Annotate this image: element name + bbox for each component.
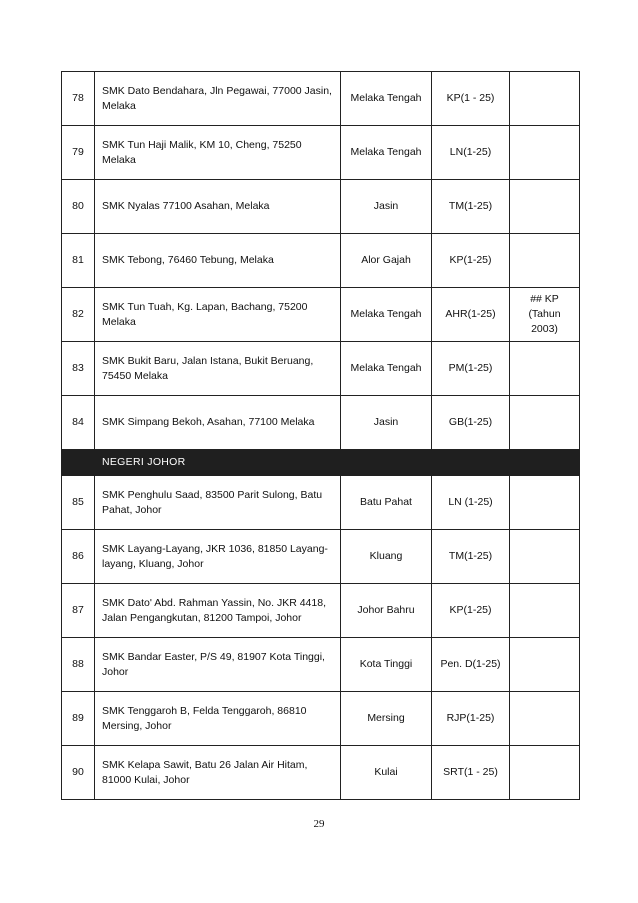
district: Kulai <box>341 746 432 800</box>
remarks <box>510 638 580 692</box>
school-address: SMK Layang-Layang, JKR 1036, 81850 Layang-layang, Kluang, Johor <box>95 530 341 584</box>
table-row <box>62 692 580 746</box>
school-address: SMK Bandar Easter, P/S 49, 81907 Kota Tinggi, Johor <box>95 638 341 692</box>
table-row <box>62 234 580 288</box>
remark-line: 2003) <box>531 323 558 335</box>
school-address: SMK Tun Tuah, Kg. Lapan, Bachang, 75200 Melaka <box>95 288 341 342</box>
remark-line: (Tahun <box>528 308 561 320</box>
table-row <box>62 342 580 396</box>
table-row <box>62 476 580 530</box>
table-row <box>62 396 580 450</box>
remarks <box>510 584 580 638</box>
course-code: LN (1-25) <box>432 476 510 530</box>
table-row <box>62 180 580 234</box>
district: Kota Tinggi <box>341 638 432 692</box>
school-list-table <box>61 71 580 800</box>
remarks <box>510 342 580 396</box>
row-number: 81 <box>62 234 95 288</box>
district: Melaka Tengah <box>341 72 432 126</box>
course-code: KP(1-25) <box>432 584 510 638</box>
district: Mersing <box>341 692 432 746</box>
course-code: SRT(1 - 25) <box>432 746 510 800</box>
school-address: SMK Dato Bendahara, Jln Pegawai, 77000 Jasin, Melaka <box>95 72 341 126</box>
district: Jasin <box>341 180 432 234</box>
row-number: 82 <box>62 288 95 342</box>
remark-line: ## KP <box>530 293 559 305</box>
course-code: PM(1-25) <box>432 342 510 396</box>
course-code: Pen. D(1-25) <box>432 638 510 692</box>
district: Alor Gajah <box>341 234 432 288</box>
page-number: 29 <box>313 818 325 830</box>
district: Melaka Tengah <box>341 342 432 396</box>
remarks <box>510 288 580 342</box>
section-blank-cell <box>62 450 95 476</box>
district: Batu Pahat <box>341 476 432 530</box>
school-address: SMK Simpang Bekoh, Asahan, 77100 Melaka <box>95 396 341 450</box>
row-number: 79 <box>62 126 95 180</box>
district: Kluang <box>341 530 432 584</box>
table-row <box>62 288 580 342</box>
section-label: NEGERI JOHOR <box>95 450 580 476</box>
table-row <box>62 584 580 638</box>
course-code: KP(1 - 25) <box>432 72 510 126</box>
row-number: 89 <box>62 692 95 746</box>
row-number: 90 <box>62 746 95 800</box>
district: Melaka Tengah <box>341 288 432 342</box>
remarks <box>510 126 580 180</box>
table-row <box>62 638 580 692</box>
row-number: 83 <box>62 342 95 396</box>
remarks <box>510 692 580 746</box>
school-list-table-container <box>61 71 579 800</box>
table-row <box>62 126 580 180</box>
remarks <box>510 476 580 530</box>
course-code: AHR(1-25) <box>432 288 510 342</box>
table-row <box>62 530 580 584</box>
section-header-row <box>62 450 580 476</box>
district: Melaka Tengah <box>341 126 432 180</box>
school-address: SMK Nyalas 77100 Asahan, Melaka <box>95 180 341 234</box>
remarks <box>510 234 580 288</box>
school-address: SMK Tun Haji Malik, KM 10, Cheng, 75250 Melaka <box>95 126 341 180</box>
row-number: 84 <box>62 396 95 450</box>
school-address: SMK Tebong, 76460 Tebung, Melaka <box>95 234 341 288</box>
school-address: SMK Dato' Abd. Rahman Yassin, No. JKR 4418, Jalan Pengangkutan, 81200 Tampoi, Johor <box>95 584 341 638</box>
row-number: 86 <box>62 530 95 584</box>
course-code: TM(1-25) <box>432 180 510 234</box>
remarks <box>510 396 580 450</box>
school-address: SMK Bukit Baru, Jalan Istana, Bukit Beruang, 75450 Melaka <box>95 342 341 396</box>
course-code: KP(1-25) <box>432 234 510 288</box>
row-number: 85 <box>62 476 95 530</box>
course-code: TM(1-25) <box>432 530 510 584</box>
remarks <box>510 530 580 584</box>
school-address: SMK Kelapa Sawit, Batu 26 Jalan Air Hitam, 81000 Kulai, Johor <box>95 746 341 800</box>
school-address: SMK Tenggaroh B, Felda Tenggaroh, 86810 Mersing, Johor <box>95 692 341 746</box>
course-code: GB(1-25) <box>432 396 510 450</box>
district: Jasin <box>341 396 432 450</box>
school-address: SMK Penghulu Saad, 83500 Parit Sulong, Batu Pahat, Johor <box>95 476 341 530</box>
row-number: 87 <box>62 584 95 638</box>
row-number: 80 <box>62 180 95 234</box>
remarks <box>510 180 580 234</box>
course-code: RJP(1-25) <box>432 692 510 746</box>
table-row <box>62 72 580 126</box>
remarks <box>510 746 580 800</box>
row-number: 88 <box>62 638 95 692</box>
row-number: 78 <box>62 72 95 126</box>
district: Johor Bahru <box>341 584 432 638</box>
course-code: LN(1-25) <box>432 126 510 180</box>
remarks <box>510 72 580 126</box>
table-row <box>62 746 580 800</box>
